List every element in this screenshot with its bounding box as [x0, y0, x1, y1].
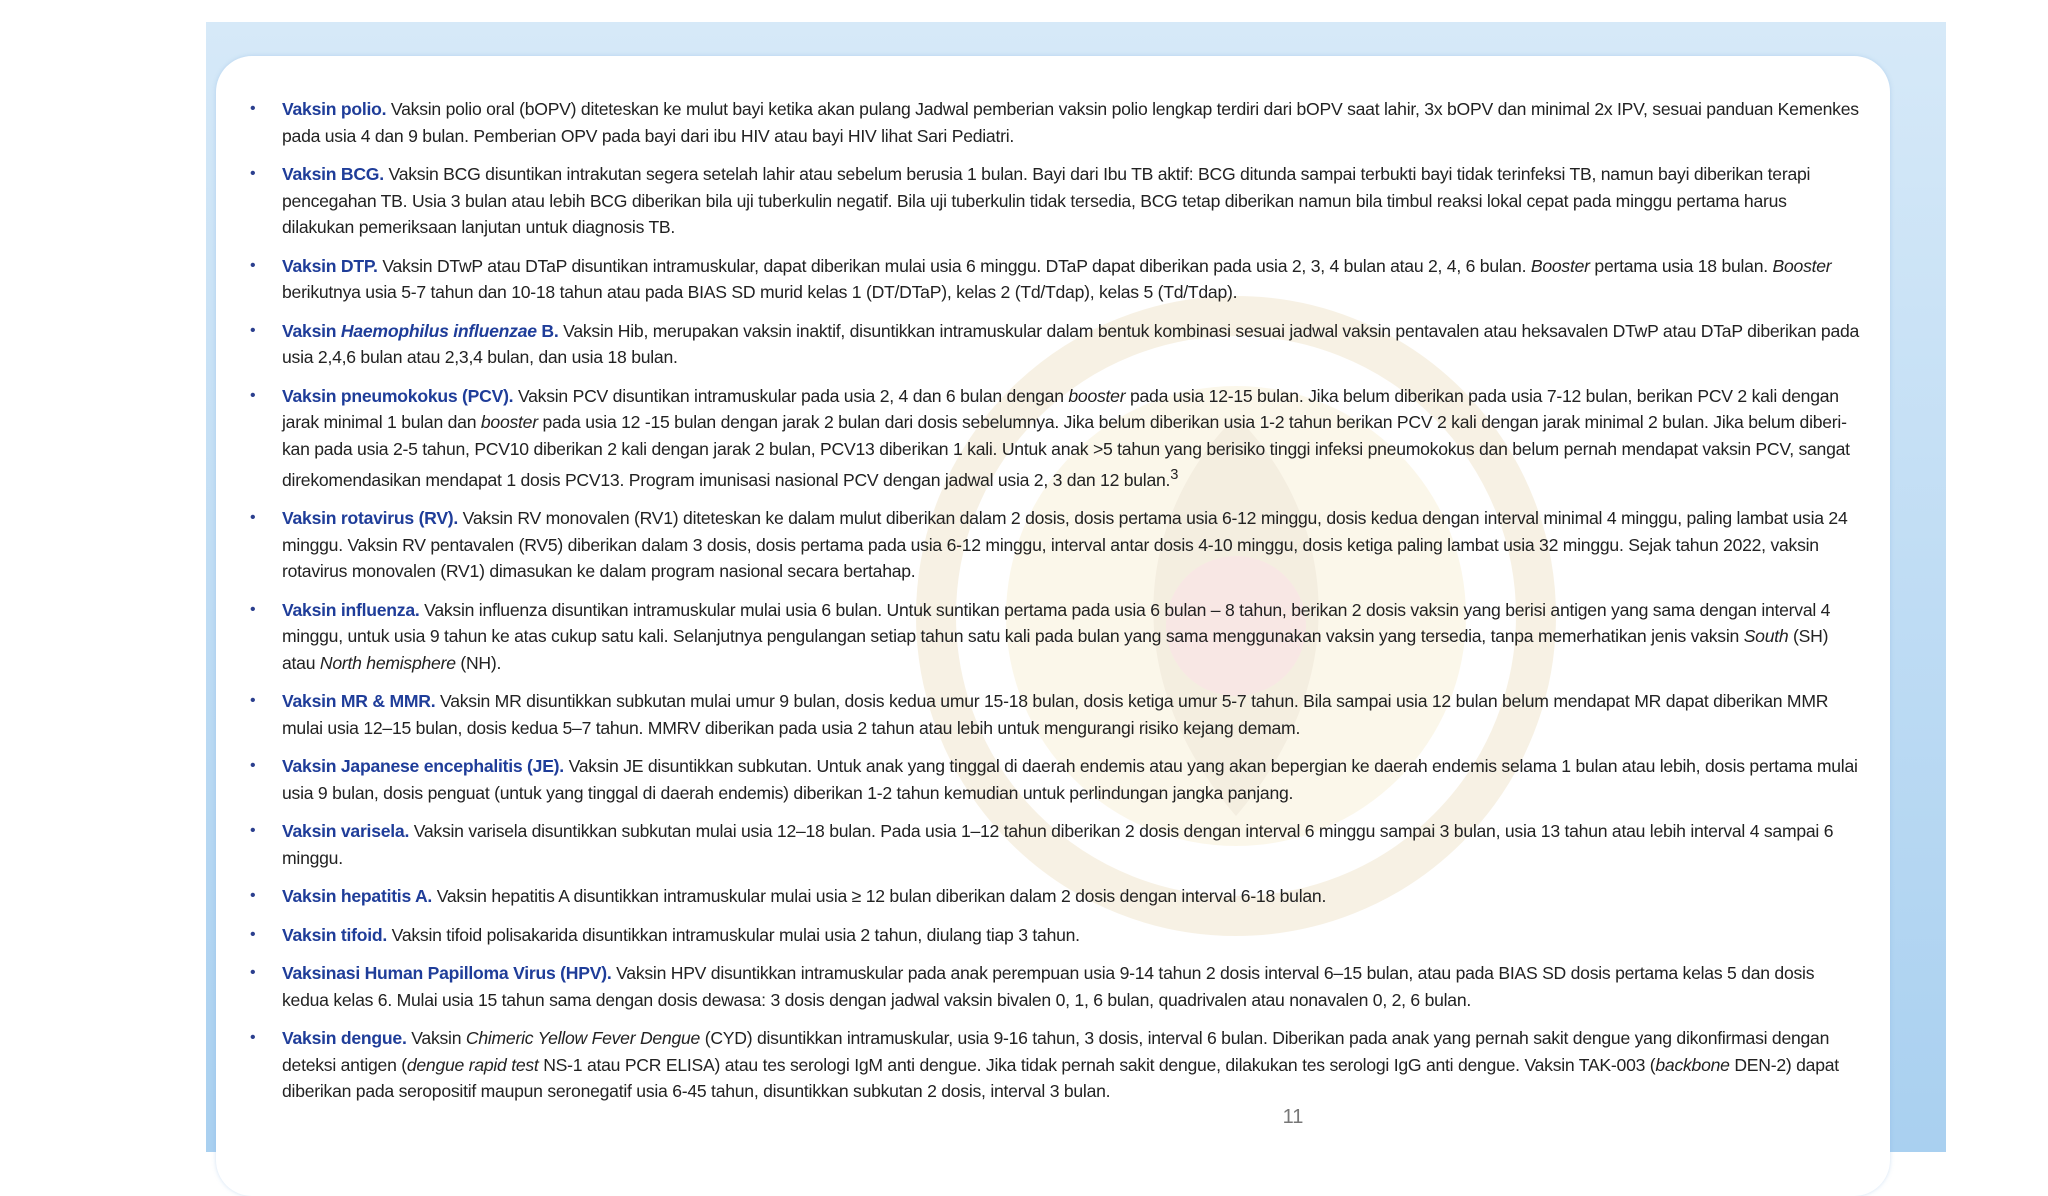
vaccine-item-text: Vaksin PCV disuntikan intramuskular pada usia 2, 4 dan 6 bulan dengan	[513, 385, 1069, 406]
vaccine-item-title: Vaksin DTP.	[282, 255, 378, 276]
vaccine-item	[240, 505, 1860, 585]
vaccine-item	[240, 818, 1860, 871]
vaccine-item	[240, 253, 1860, 306]
vaccine-item-text: Booster	[1530, 255, 1590, 276]
vaccine-item	[240, 597, 1860, 677]
vaccine-item-text: Vaksin RV monovalen (RV1) diteteskan ke dalam mulut diberikan dalam 2 dosis, dosis pertama usia 6-12 minggu, dosis kedua dengan interval minimal 4 minggu, paling lambat usia 24 minggu. Vaksin RV pentavalen (RV5) diberikan dalam 3 dosis, dosis pertama pada usia 6-12 minggu, interval antar dosis 4-10 minggu, dosis ketiga paling lambat usia 32 minggu. Sejak tahun 2022, vaksin rotavirus monovalen (RV1) dimasukan ke dalam program nasional secara bertahap.	[282, 508, 1848, 582]
vaccine-item-title: Vaksin rotavirus (RV).	[282, 508, 459, 529]
vaccine-item-text: Vaksin influenza disuntikan intramuskular mulai usia 6 bulan. Untuk suntikan pertama pada usia 6 bulan – 8 tahun, berikan 2 dosis vaksin yang berisi antigen yang sama dengan interval 4 minggu, untuk usia 9 tahun ke atas cukup satu kali. Selanjutnya pengulangan setiap tahun satu kali pada bulan yang sama menggunakan vaksin yang tersedia, tanpa memerhatikan jenis vaksin	[282, 599, 1831, 647]
vaccine-item-text: Vaksin DTwP atau DTaP disuntikan intramuskular, dapat diberikan mulai usia 6 minggu. DTaP dapat diberikan pada usia 2, 3, 4 bulan atau 2, 4, 6 bulan.	[377, 255, 1531, 276]
vaccine-item-text: Vaksin MR disuntikkan subkutan mulai umur 9 bulan, dosis kedua umur 15-18 bulan, dosis ketiga umur 5-7 tahun. Bila sampai usia 12 bulan belum mendapat MR dapat diberikan MMR mulai usia 12–15 bulan, dosis kedua 5–7 tahun. MMRV diberikan pada usia 2 tahun atau lebih untuk mengurangi risiko kejang demam.	[282, 691, 1829, 738]
vaccine-item-text: NS-1 atau PCR ELISA) atau tes serologi IgM anti dengue. Jika tidak pernah sakit dengue, dilakukan tes serologi IgG anti dengue. Vaksin TAK-003 (	[538, 1054, 1656, 1075]
vaccine-item-title: Vaksin Japanese encephalitis (JE).	[282, 756, 564, 777]
vaccine-item-text: (CYD) disuntikkan intramuskular, usia 9-16 tahun, 3 dosis, interval 6 bulan. Diberikan pada anak yang pernah sakit dengue yang dikonfirmasi dengan deteksi antigen (	[282, 1028, 1830, 1075]
vaccine-item-text: Vaksin JE disuntikkan subkutan. Untuk anak yang tinggal di daerah endemis atau yang akan bepergian ke daerah endemis selama 1 bulan atau lebih, dosis pertama mulai usia 9 bulan, dosis penguat (untuk yang tinggal di daerah endemis) diberikan 1-2 tahun kemudian untuk perlindungan jangka panjang.	[282, 756, 1858, 803]
vaccine-item-title: Vaksin tifoid.	[282, 924, 388, 945]
vaccine-item-title: Vaksin BCG.	[282, 164, 384, 184]
vaccine-item-text: Vaksin hepatitis A disuntikkan intramuskular mulai usia ≥ 12 bulan diberikan dalam 2 dosis dengan interval 6-18 bulan.	[432, 886, 1327, 907]
vaccine-item-text: Vaksin	[406, 1028, 466, 1049]
vaccine-item-title: Vaksin MR & MMR.	[282, 691, 436, 712]
vaccine-item	[240, 688, 1860, 741]
vaccine-list	[240, 96, 1860, 1117]
vaccine-item-title: Vaksin hepatitis A.	[282, 886, 433, 907]
vaccine-item-text: pertama usia 18 bulan.	[1589, 255, 1773, 276]
vaccine-item-title: Vaksin pneumokokus (PCV).	[282, 385, 514, 406]
vaccine-item-text: Vaksin BCG disuntikan intrakutan segera setelah lahir atau sebelum berusia 1 bulan. Bayi dari Ibu TB aktif: BCG ditunda sampai terbukti bayi tidak terinfeksi TB, namun bayi diberikan terapi pencegahan TB. Usia 3 bulan atau lebih BCG diberikan bila uji tuberkulin negatif. Bila uji tuberkulin tidak tersedia, BCG tetap diberikan namun bila timbul reaksi lokal cepat pada minggu pertama harus dilakukan pemeriksaan lanjutan untuk diagnosis TB.	[282, 164, 1811, 237]
slide-card	[216, 56, 1890, 1196]
vaccine-item	[240, 883, 1860, 910]
vaccine-item	[240, 960, 1860, 1013]
vaccine-item	[240, 161, 1860, 241]
vaccine-item-text: berikutnya usia 5-7 tahun dan 10-18 tahun atau pada BIAS SD murid kelas 1 (DT/DTaP), kelas 2 (Td/Tdap), kelas 5 (Td/Tdap).	[282, 282, 1238, 302]
vaccine-item-text: backbone	[1655, 1054, 1730, 1075]
vaccine-item-text: dengue rapid test	[406, 1054, 539, 1075]
vaccine-item-text: Booster	[1772, 255, 1832, 276]
vaccine-item-title: Vaksin influenza.	[282, 599, 420, 620]
vaccine-item	[240, 96, 1860, 149]
vaccine-item-title: Vaksin dengue.	[282, 1028, 407, 1049]
vaccine-item-text: Vaksin tifoid polisakarida disuntikkan intramuskular mulai usia 2 tahun, diulang tiap 3 tahun.	[387, 924, 1080, 945]
vaccine-item-title: Vaksinasi Human Papilloma Virus (HPV).	[282, 963, 612, 984]
vaccine-item-text: booster	[480, 412, 538, 432]
vaccine-item-title: Vaksin varisela.	[282, 821, 410, 842]
vaccine-item-text: North hemisphere	[319, 652, 456, 673]
vaccine-item-text: 3	[1170, 467, 1179, 483]
vaccine-item-title-tail: B.	[536, 320, 559, 341]
vaccine-items	[240, 96, 1860, 1105]
vaccine-item-text: Vaksin varisela disuntikkan subkutan mulai usia 12–18 bulan. Pada usia 1–12 tahun diberikan 2 dosis dengan interval 6 minggu sampai 3 bulan, usia 13 tahun atau lebih interval 4 sampai 6 minggu.	[282, 821, 1834, 868]
vaccine-item-text: DEN-2) dapat diberikan pada seropositif maupun seronegatif usia 6-45 tahun, disuntikkan subkutan 2 dosis, interval 3 bulan.	[282, 1054, 1839, 1102]
vaccine-item-text: pada usia 12-15 bulan. Jika belum diberikan pada usia 7-12 bulan, berikan PCV 2 kali dengan jarak minimal 1 bulan dan	[282, 385, 1839, 432]
vaccine-item-title: Vaksin polio.	[282, 99, 387, 119]
vaccine-item	[240, 318, 1860, 371]
vaccine-item	[240, 1025, 1860, 1105]
page-number: 11	[1282, 1106, 1304, 1128]
vaccine-item-text: Vaksin HPV disuntikkan intramuskular pada anak perempuan usia 9-14 tahun 2 dosis interval 6–15 bulan, atau pada BIAS SD dosis pertama kelas 5 dan dosis kedua kelas 6. Mulai usia 15 tahun sama dengan dosis dewasa: 3 dosis dengan jadwal vaksin bivalen 0, 1, 6 bulan, quadrivalen atau nonavalen 0, 2, 6 bulan.	[282, 963, 1815, 1010]
vaccine-item-text: South	[1743, 626, 1789, 647]
vaccine-item	[240, 383, 1860, 494]
vaccine-item-text: Vaksin Hib, merupakan vaksin inaktif, disuntikkan intramuskular dalam bentuk kombinasi sesuai jadwal vaksin pentavalen atau heksavalen DTwP atau DTaP diberikan pada usia 2,4,6 bulan atau 2,3,4 bulan, dan usia 18 bulan.	[282, 320, 1860, 367]
vaccine-item-text: Vaksin polio oral (bOPV) diteteskan ke mulut bayi ketika akan pulang Jadwal pemberian vaksin polio lengkap terdiri dari bOPV saat lahir, 3x bOPV dan minimal 2x IPV, sesuai panduan Kemenkes pada usia 4 dan 9 bulan. Pemberian OPV pada bayi dari ibu HIV atau bayi HIV lihat Sari Pediatri.	[282, 99, 1859, 146]
slide-frame	[206, 22, 1946, 1152]
vaccine-item-text: booster	[1068, 385, 1126, 406]
vaccine-item-title: Vaksin	[282, 320, 341, 341]
vaccine-item-title-italic: Haemophilus influenzae	[340, 320, 537, 341]
vaccine-item-text: (SH) atau	[282, 626, 1829, 673]
vaccine-item-text: pada usia 12 -15 bulan dengan jarak 2 bulan dari dosis sebelumnya. Jika belum diberikan usia 1-2 tahun berikan PCV 2 kali dengan jarak minimal 2 bulan. Jika belum diberi-kan pada usia 2-5 tahun, PCV10 diberikan 2 kali dengan jarak 2 bulan, PCV13 diberikan 1 kali. Untuk anak >5 tahun yang berisiko tinggi infeksi pneumokokus dan belum pernah mendapat vaksin PCV, sangat direkomendasikan mendapat 1 dosis PCV13. Program imunisasi nasional PCV dengan jadwal usia 2, 3 dan 12 bulan.	[282, 412, 1850, 490]
vaccine-item-text: (NH).	[455, 652, 502, 673]
vaccine-item-text: Chimeric Yellow Fever Dengue	[465, 1028, 701, 1049]
vaccine-item	[240, 753, 1860, 806]
vaccine-item	[240, 922, 1860, 949]
